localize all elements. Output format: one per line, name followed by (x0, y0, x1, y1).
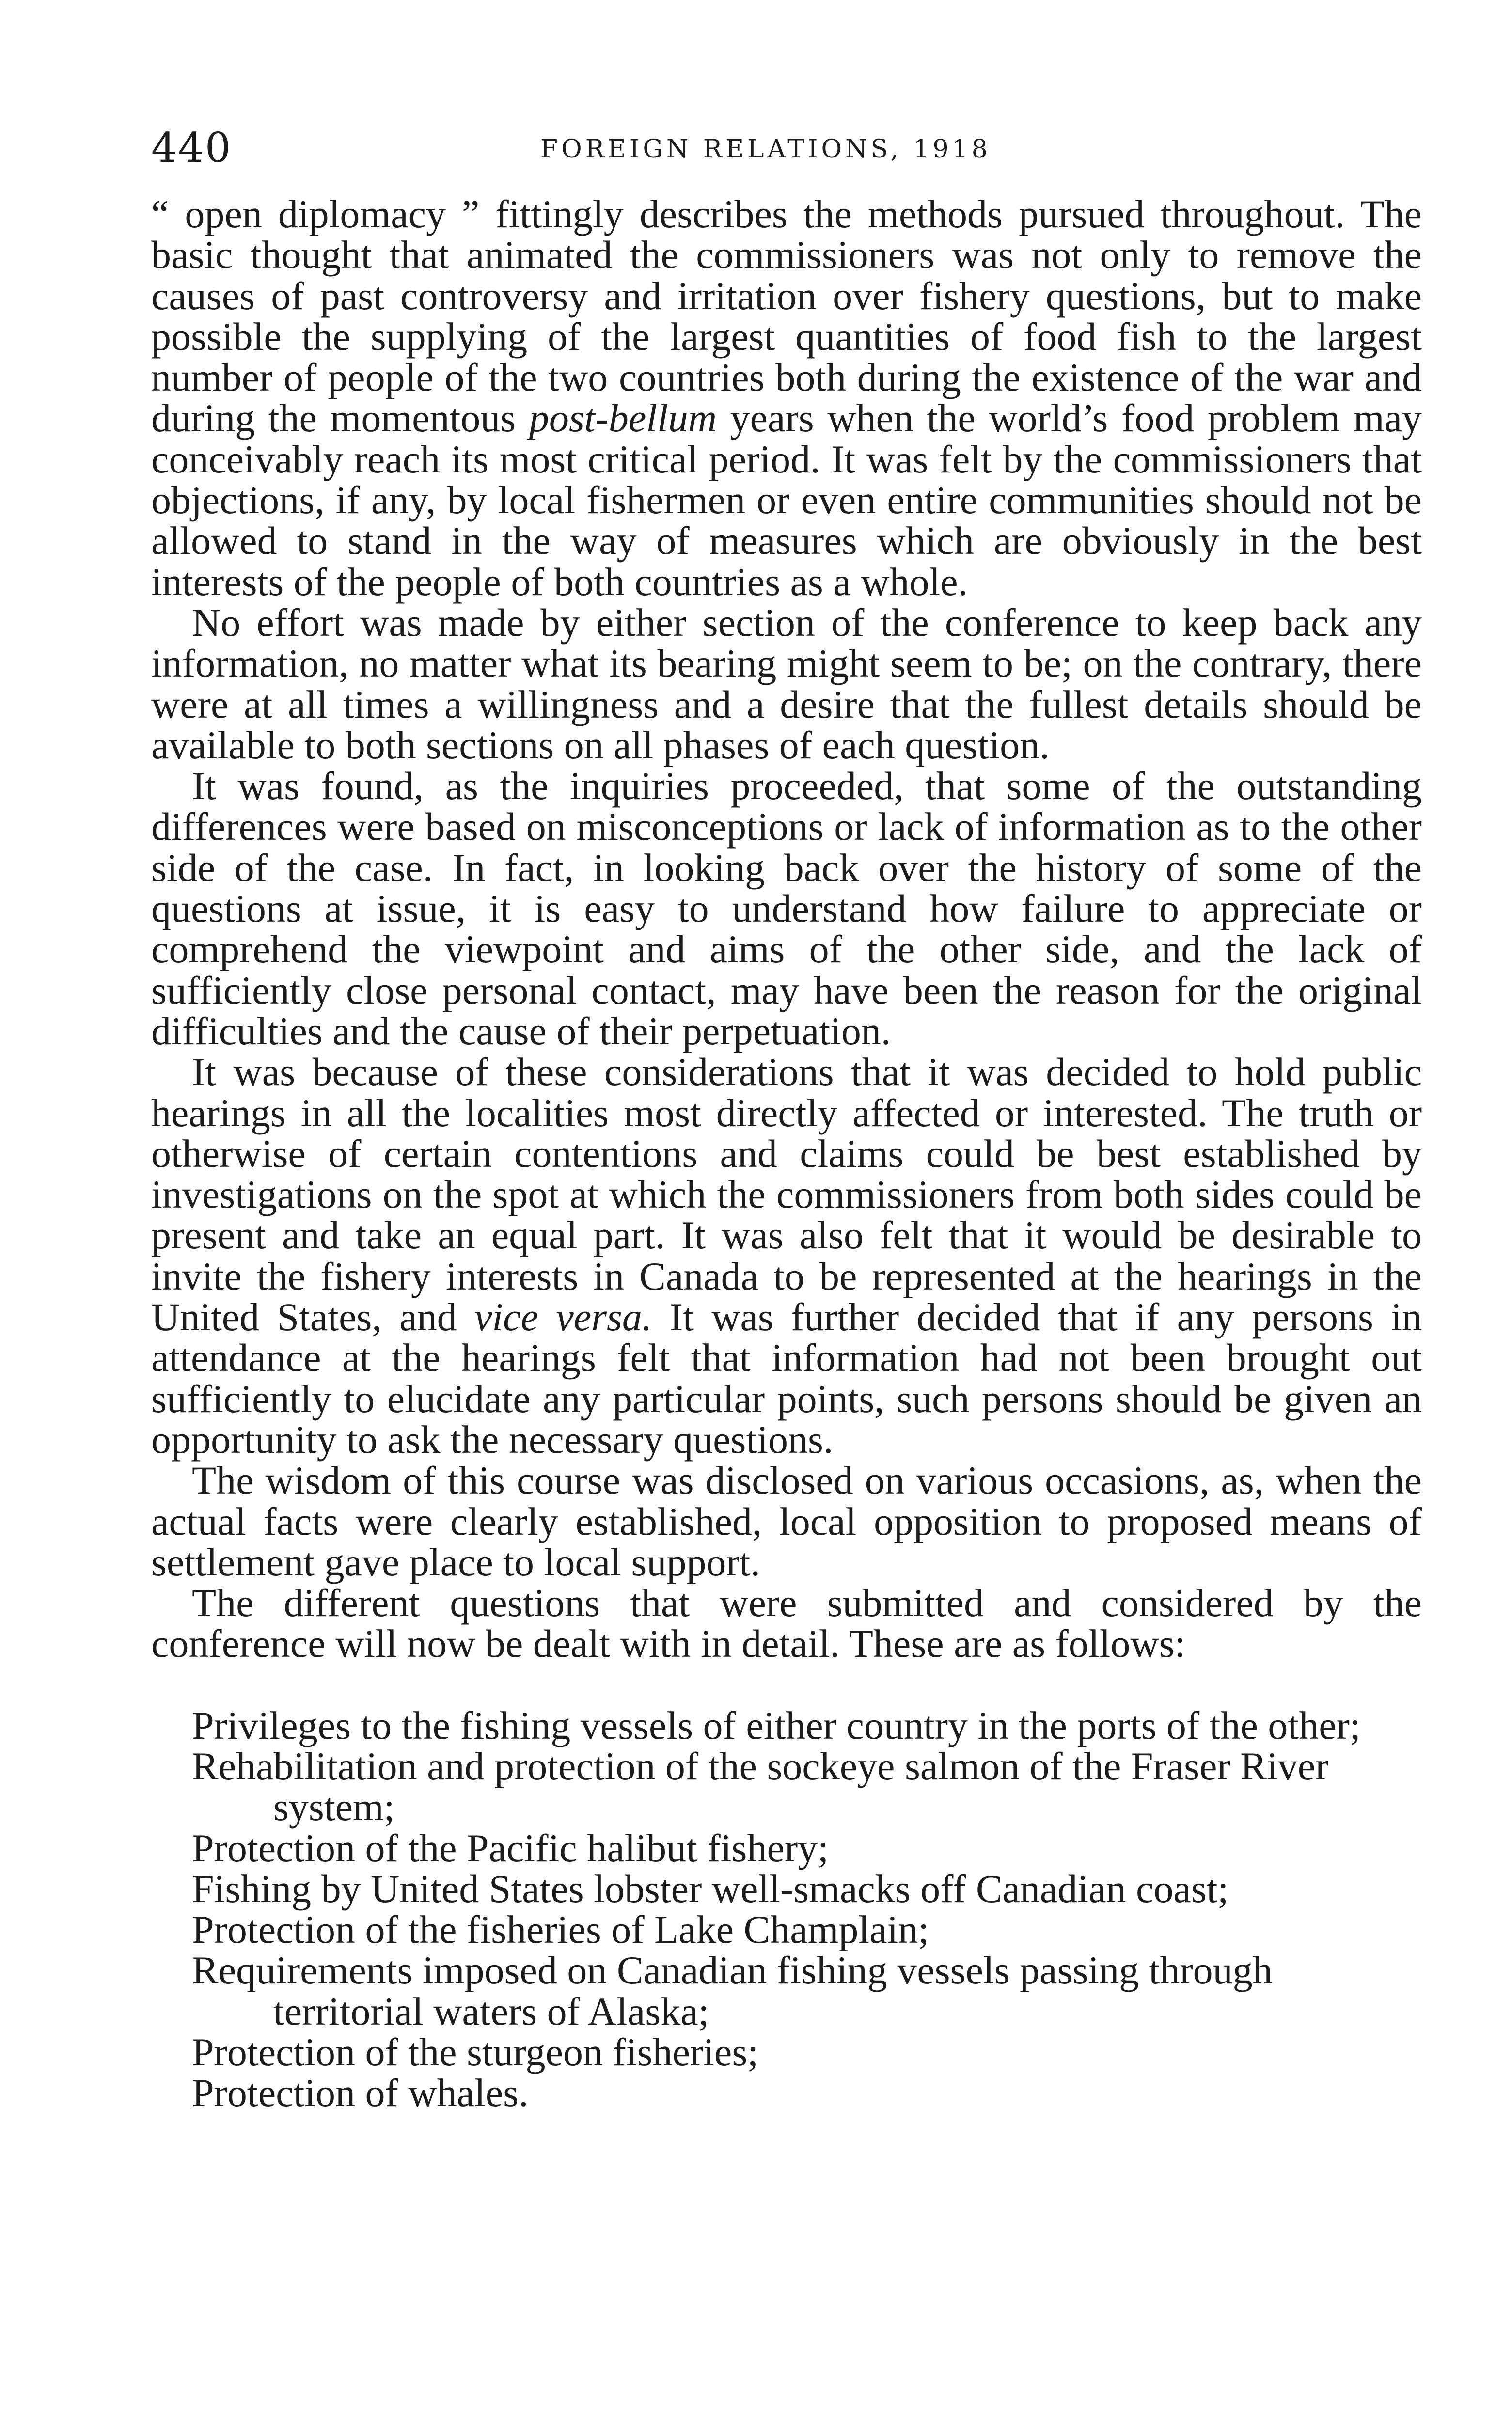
list-item: Protection of the sturgeon fisheries; (192, 2030, 759, 2075)
body-text (151, 194, 1422, 2114)
paragraph-text: It was further decided that if any persons in attendance at the hearings felt that information had not been brought out sufficiently to elucidate any particular points, such persons should be given an opportunity to ask the necessary questions. (151, 1295, 1422, 1462)
paragraph-wisdom: The wisdom of this course was disclosed on various occasions, as, when the actual facts were clearly established, local opposition to proposed means of settlement gave place to local support. (151, 1458, 1422, 1584)
italic-term: post-bellum (529, 396, 717, 441)
paragraph-text: years when the world’s food problem may conceivably reach its most critical period. It was felt by the commissioners that objections, if any, by local fishermen or even entire communities should not be allowed to stand in the way of measures which are obviously in the best interests of the people of both countries as a whole. (151, 396, 1422, 604)
paragraph-public-hearings (151, 1052, 1422, 1460)
paragraph-no-effort: No effort was made by either section of the conference to keep back any information, no matter what its bearing might seem to be; on the contrary, there were at all times a willingness and a desire that the fullest details should be available to both sections on all phases of each question. (151, 600, 1422, 767)
list-item: Protection of the Pacific halibut fishery; (192, 1825, 829, 1870)
list-item: Protection of the fisheries of Lake Champlain; (192, 1907, 929, 1952)
list-item: Requirements imposed on Canadian fishing vessels passing through territorial waters of Alaska; (192, 1948, 1273, 2033)
list-item: Protection of whales. (192, 2071, 529, 2115)
paragraph-open-diplomacy (151, 194, 1422, 602)
list-item: Rehabilitation and protection of the sockeye salmon of the Fraser River system; (192, 1744, 1329, 1829)
paragraph-text: It was because of these considerations that it was decided to hold public hearings in all the localities most directly affected or interested. The truth or otherwise of certain contentions and claims could be best established by investigations on the spot at which the commissioners from both sides could be present and take an equal part. It was also felt that it would be desirable to invite the fishery interests in Canada to be represented at the hearings in the United States, and (151, 1050, 1422, 1339)
running-title: FOREIGN RELATIONS, 1918 (540, 135, 991, 164)
italic-term: vice versa. (474, 1295, 652, 1339)
paragraph-inquiries: It was found, as the inquiries proceeded, that some of the outstanding differences were based on misconceptions or lack of information as to the other side of the case. In fact, in looking back over the history of some of the questions at issue, it is easy to understand how failure to appreciate or comprehend the viewpoint and aims of the other side, and the lack of sufficiently close personal contact, may have been the reason for the original difficulties and the cause of their perpetuation. (151, 764, 1422, 1053)
paragraph-text: “ open diplomacy ” fittingly describes the methods pursued throughout. The basic thought that animated the commissioners was not only to remove the causes of past controversy and irritation over fishery questions, but to make possible the supplying of the largest quantities of food fish to the largest number of people of the two countries both during the existence of the war and during the momentous (151, 192, 1422, 441)
running-head (145, 121, 1420, 174)
list-item: Privileges to the fishing vessels of either country in the ports of the other; (192, 1703, 1361, 1747)
page-number: 440 (151, 124, 232, 172)
list-item: Fishing by United States lobster well-smacks off Canadian coast; (192, 1866, 1229, 1911)
subject-list (151, 1705, 1422, 2114)
paragraph-questions-intro: The different questions that were submitted and considered by the conference will now be dealt with in detail. These are as follows: (151, 1581, 1422, 1666)
